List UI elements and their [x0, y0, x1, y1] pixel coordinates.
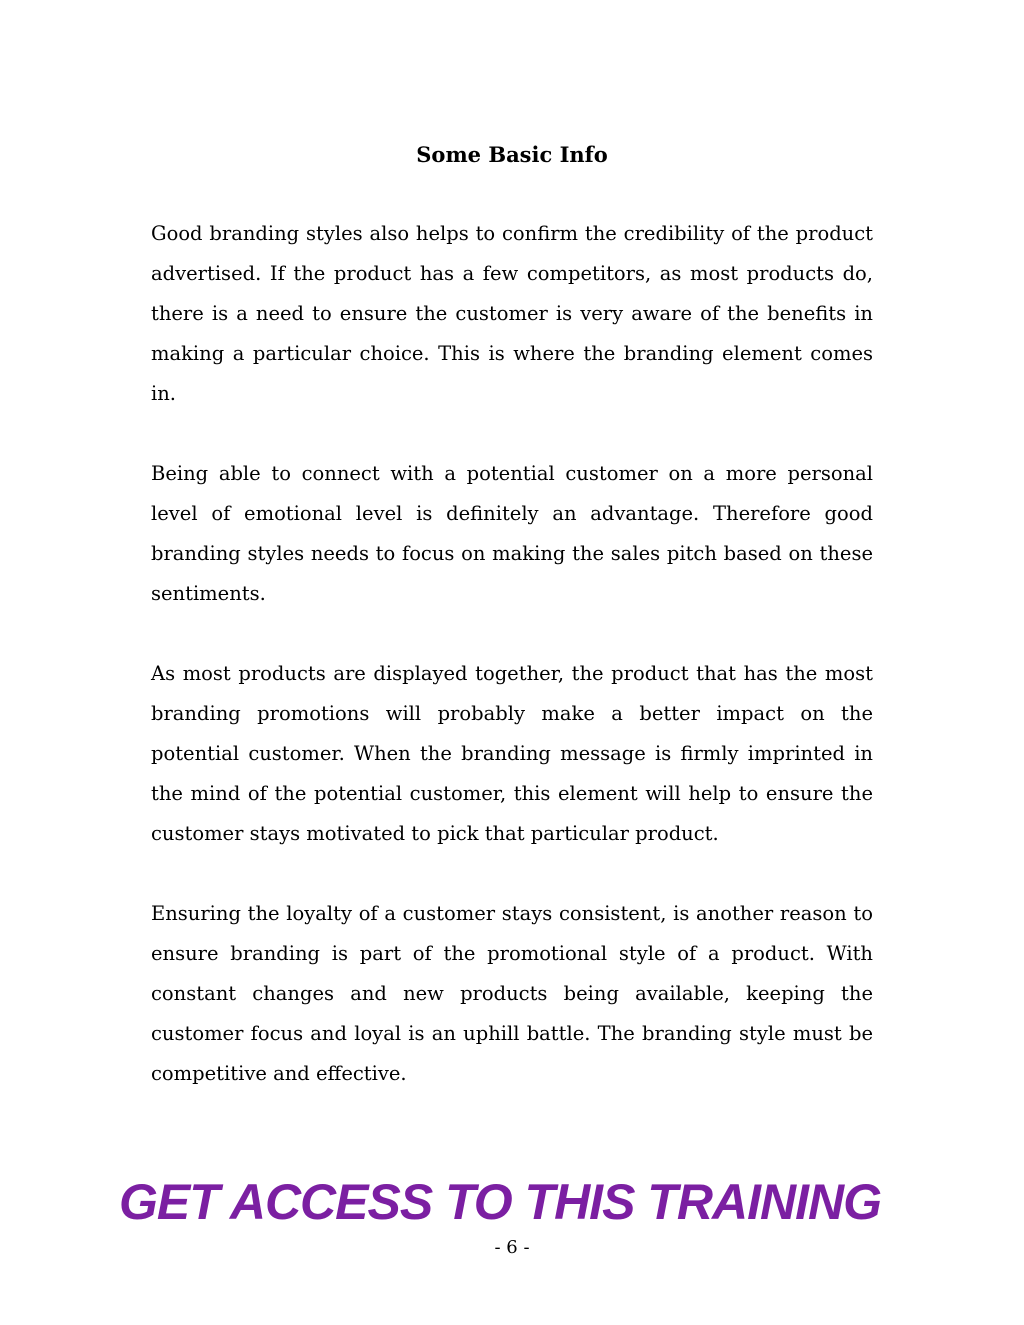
paragraph: Being able to connect with a potential customer on a more personal level of emotional level is definitely an advantage. Therefore good branding styles needs to focus on making the sales pitch based on these sentiments.	[151, 462, 873, 605]
paragraph: Ensuring the loyalty of a customer stays consistent, is another reason to ensure branding is part of the promotional style of a product. With constant changes and new products being available, keeping the customer focus and loyal is an uphill battle. The branding style must be competitive and effective.	[151, 902, 873, 1085]
paragraph: As most products are displayed together, the product that has the most branding promotions will probably make a better impact on the potential customer. When the branding message is firmly imprinted in the mind of the potential customer, this element will help to ensure the customer stays motivated to pick that particular product.	[151, 662, 873, 845]
paragraph: Good branding styles also helps to confirm the credibility of the product advertised. If the product has a few competitors, as most products do, there is a need to ensure the customer is very aware of the benefits in making a particular choice. This is where the branding element comes in.	[151, 222, 873, 405]
document-body	[151, 214, 873, 1134]
page-title: Some Basic Info	[416, 142, 608, 167]
page-number: - 6 -	[494, 1237, 530, 1258]
get-access-link[interactable]: GET ACCESS TO THIS TRAINING	[119, 1174, 881, 1230]
